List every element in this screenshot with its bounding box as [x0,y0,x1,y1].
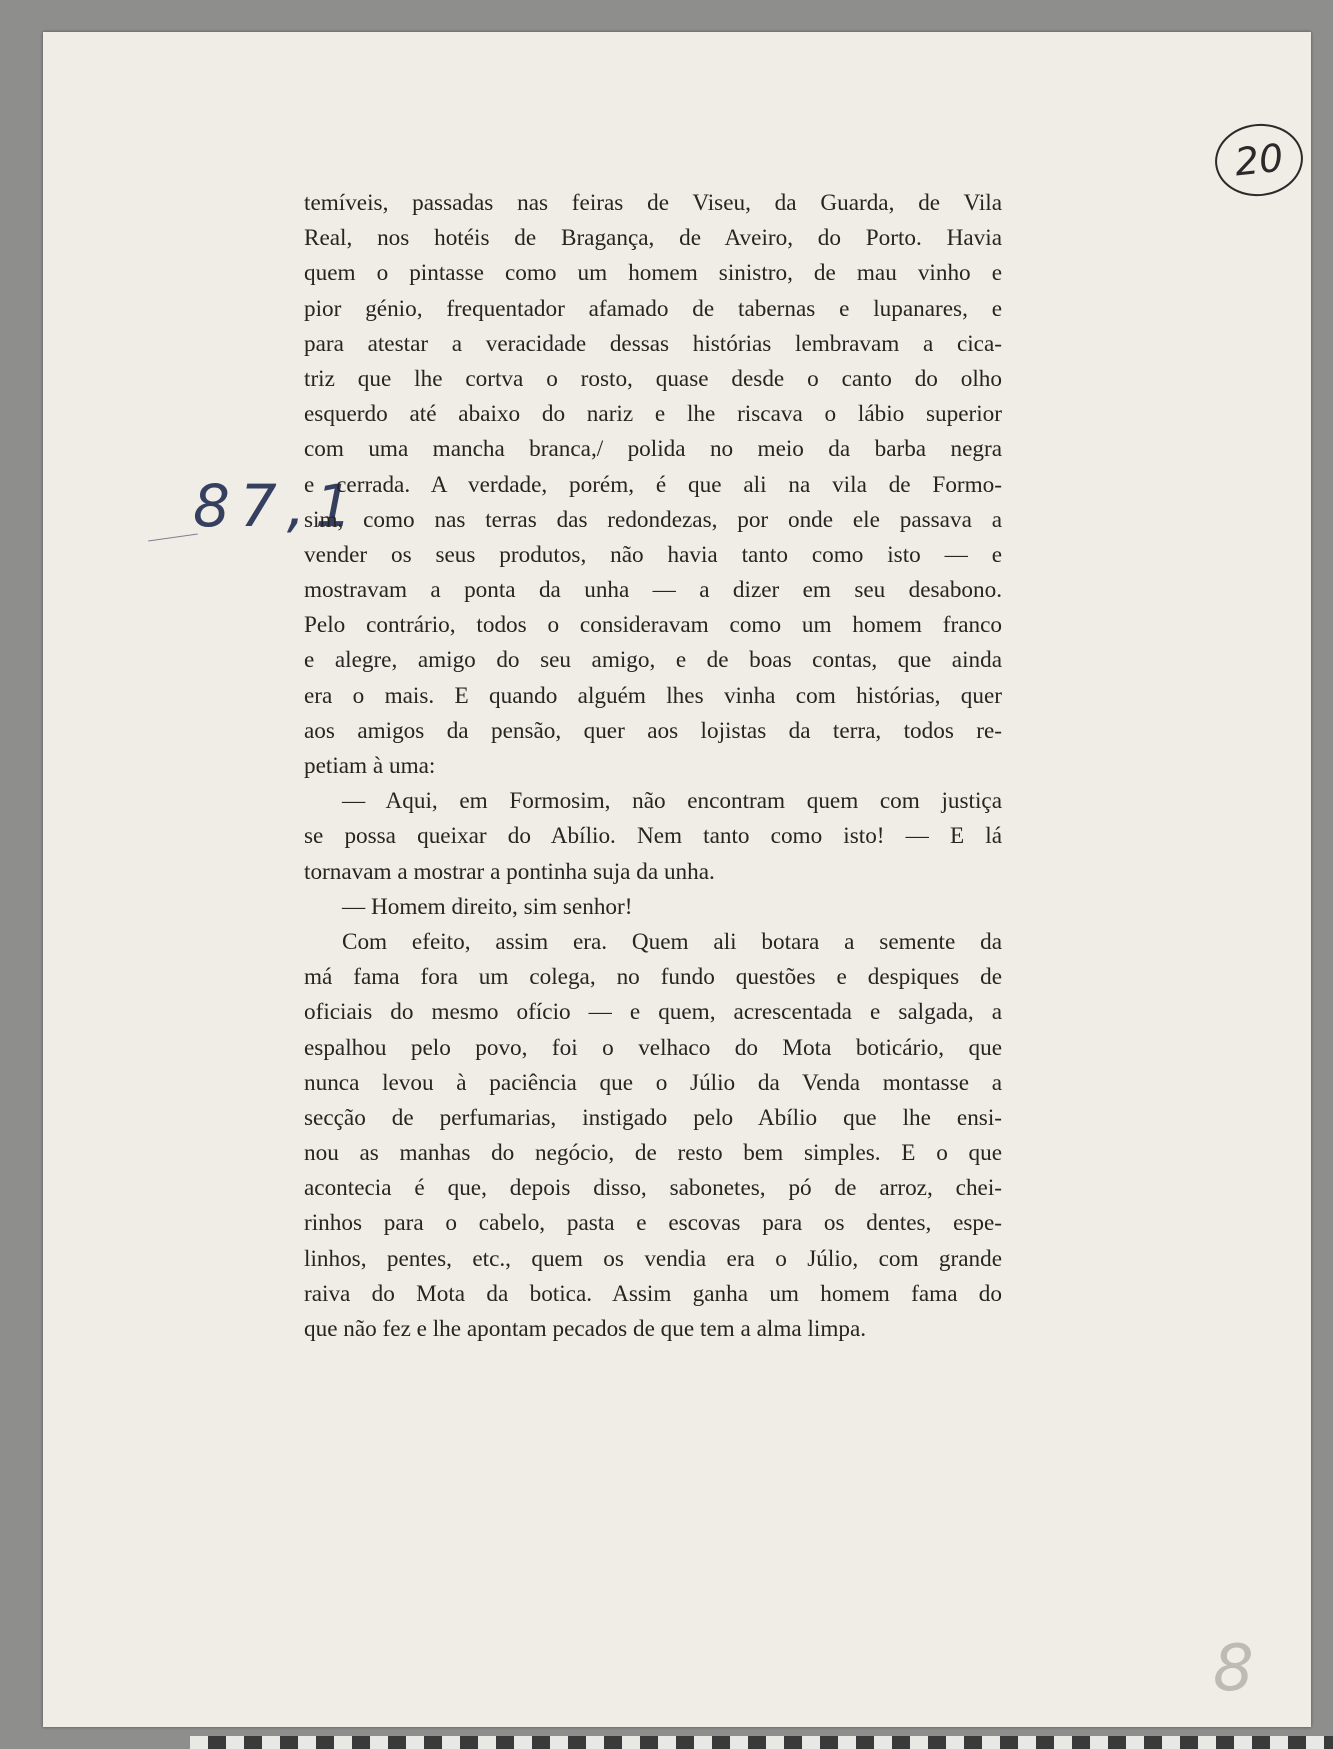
text-line: e alegre, amigo do seu amigo, e de boas contas, que ainda [304,647,1002,674]
text-line: para atestar a veracidade dessas histórias lembravam a cica- [304,330,1002,357]
body-text [304,186,1002,1347]
text-line: quem o pintasse como um homem sinistro, de mau vinho e [304,260,1002,287]
text-line: mostravam a ponta da unha — a dizer em seu desabono. [304,577,1002,604]
text-line: que não fez e lhe apontam pecados de que tem a alma limpa. [304,1316,867,1342]
text-line: e cerrada. A verdade, porém, é que ali na vila de Formo- [304,471,1002,498]
text-line: vender os seus produtos, não havia tanto como isto — e [304,541,1002,568]
text-line: rinhos para o cabelo, pasta e escovas para os dentes, espe- [304,1210,1002,1237]
text-line: temíveis, passadas nas feiras de Viseu, da Guarda, de Vila [304,190,1002,216]
text-line: sim, como nas terras das redondezas, por onde ele passava a [304,506,1002,533]
text-line: aos amigos da pensão, quer aos lojistas da terra, todos re- [304,717,1002,744]
text-line: esquerdo até abaixo do nariz e lhe riscava o lábio superior [304,401,1002,428]
text-line: tornavam a mostrar a pontinha suja da unha. [304,858,715,885]
text-line: era o mais. E quando alguém lhes vinha com histórias, quer [304,682,1002,709]
text-line: triz que lhe cortva o rosto, quase desde o canto do olho [304,365,1002,392]
text-line: pior génio, frequentador afamado de tabernas e lupanares, e [304,295,1002,322]
scale-ruler [190,1736,1333,1749]
text-line: se possa queixar do Abílio. Nem tanto como isto! — E lá [304,823,1002,850]
folio-number-circle [1211,120,1306,201]
margin-annotation: 87,1 [193,472,363,540]
pencil-mark: 8 [1213,1632,1254,1706]
text-line: espalhou pelo povo, foi o velhaco do Mota boticário, que [304,1034,1002,1061]
text-line: secção de perfumarias, instigado pelo Abílio que lhe ensi- [304,1104,1002,1131]
text-line: linhos, pentes, etc., quem os vendia era o Júlio, com grande [304,1245,1002,1272]
text-line: Pelo contrário, todos o consideravam como um homem franco [304,612,1002,639]
text-line: petiam à uma: [304,753,436,779]
text-line: Real, nos hotéis de Bragança, de Aveiro, do Porto. Havia [304,225,1002,252]
text-line: oficiais do mesmo ofício — e quem, acrescentada e salgada, a [304,999,1002,1026]
margin-tick-mark [148,534,198,542]
folio-number: 20 [1232,135,1286,185]
text-line: nou as manhas do negócio, de resto bem simples. E o que [304,1140,1002,1167]
text-line: Com efeito, assim era. Quem ali botara a semente da [342,928,1002,955]
text-line: com uma mancha branca,/ polida no meio da barba negra [304,436,1002,463]
text-line: acontecia é que, depois disso, sabonetes, pó de arroz, chei- [304,1175,1002,1202]
text-line: raiva do Mota da botica. Assim ganha um homem fama do [304,1280,1002,1307]
text-line: nunca levou à paciência que o Júlio da Venda montasse a [304,1069,1002,1096]
text-line: má fama fora um colega, no fundo questões e despiques de [304,964,1002,991]
text-line: — Aqui, em Formosim, não encontram quem com justiça [342,788,1002,815]
text-line: — Homem direito, sim senhor! [342,893,633,920]
